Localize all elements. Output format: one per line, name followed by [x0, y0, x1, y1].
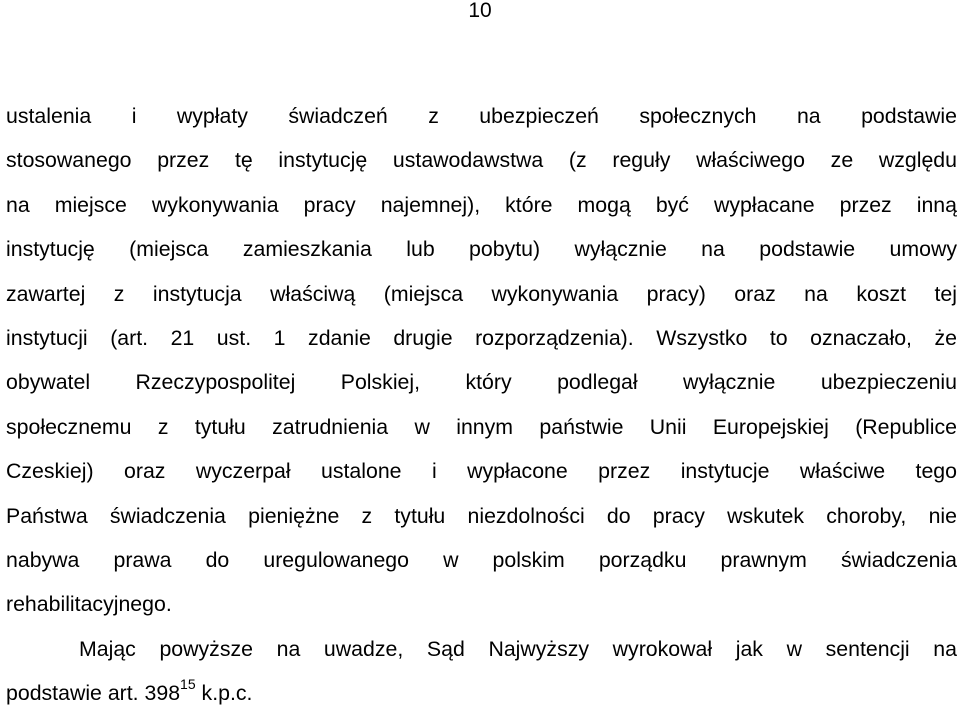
paragraph-line-last	[6, 671, 957, 715]
paragraph-line: na miejsce wykonywania pracy najemnej), które mogą być wypłacane przez inną	[6, 192, 957, 217]
document-body	[6, 94, 957, 715]
paragraph-line: zawartej z instytucja właściwą (miejsca wykonywania pracy) oraz na koszt tej	[6, 281, 957, 306]
citation-superscript: 15	[180, 675, 196, 692]
paragraph-line: Mając powyższe na uwadze, Sąd Najwyższy wyrokował jak w sentencji na	[79, 636, 957, 661]
paragraph-line: ustalenia i wypłaty świadczeń z ubezpieczeń społecznych na podstawie	[6, 104, 957, 128]
paragraph-line: stosowanego przez tę instytucję ustawodawstwa (z reguły właściwego ze względu	[6, 148, 957, 173]
paragraph-line: nabywa prawa do uregulowanego w polskim porządku prawnym świadczenia	[6, 547, 957, 572]
paragraph-line: Państwa świadczenia pieniężne z tytułu niezdolności do pracy wskutek choroby, nie	[6, 503, 957, 528]
citation-text: podstawie art. 398	[6, 681, 181, 706]
paragraph-line: społecznemu z tytułu zatrudnienia w innym państwie Unii Europejskiej (Republice	[6, 414, 957, 439]
paragraph-line: Czeskiej) oraz wyczerpał ustalone i wypłacone przez instytucje właściwe tego	[6, 459, 957, 484]
paragraph-line: instytucji (art. 21 ust. 1 zdanie drugie rozporządzenia). Wszystko to oznaczało, że	[6, 325, 957, 350]
paragraph-line: obywatel Rzeczypospolitej Polskiej, który podlegał wyłącznie ubezpieczeniu	[6, 370, 957, 395]
page-number: 10	[468, 0, 492, 22]
paragraph-line: rehabilitacyjnego.	[6, 592, 172, 617]
paragraph-line: instytucję (miejsca zamieszkania lub pobytu) wyłącznie na podstawie umowy	[6, 237, 957, 262]
citation-suffix: k.p.c.	[195, 681, 253, 706]
